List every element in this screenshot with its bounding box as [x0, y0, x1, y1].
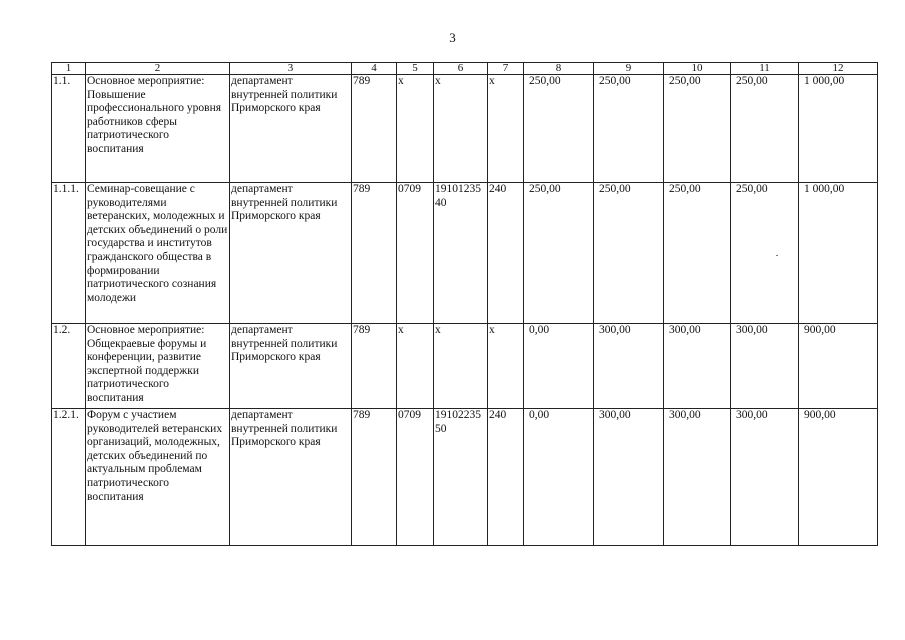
column-header: 3: [230, 63, 352, 75]
total-cell: 900,00: [799, 324, 878, 409]
amount-cell: 300,00: [731, 409, 799, 546]
amount-cell: 250,00: [731, 75, 799, 183]
responsible-executor: департамент внутренней политики Приморского края: [230, 183, 352, 324]
amount-cell: 300,00: [664, 409, 731, 546]
column-header: 9: [594, 63, 664, 75]
budget-table: [51, 62, 878, 546]
amount-cell: 250,00: [664, 183, 731, 324]
amount-cell: 300,00: [664, 324, 731, 409]
responsible-executor: департамент внутренней политики Приморского края: [230, 409, 352, 546]
row-number: 1.1.: [52, 75, 86, 183]
code-cell: х: [488, 324, 524, 409]
column-header: 2: [86, 63, 230, 75]
amount-cell: 250,00: [664, 75, 731, 183]
table-row: [52, 75, 878, 183]
code-cell: х: [397, 324, 434, 409]
amount-cell: 300,00: [594, 324, 664, 409]
code-cell: 240: [488, 409, 524, 546]
amount-cell: 300,00: [731, 324, 799, 409]
activity-name: Основное мероприятие: Повышение профессионального уровня работников сферы патриотического воспитания: [86, 75, 230, 183]
responsible-executor: департамент внутренней политики Приморского края: [230, 75, 352, 183]
column-header: 11: [731, 63, 799, 75]
scan-speck: [776, 255, 778, 256]
column-header: 1: [52, 63, 86, 75]
column-header: 12: [799, 63, 878, 75]
activity-name: Семинар-совещание с руководителями ветеранских, молодежных и детских объединений о роли государства и институтов гражданского общества в формировании патриотического сознания молодежи: [86, 183, 230, 324]
code-cell: 789: [352, 409, 397, 546]
code-cell: 789: [352, 183, 397, 324]
column-header: 4: [352, 63, 397, 75]
amount-cell: 250,00: [594, 183, 664, 324]
table-row: [52, 183, 878, 324]
code-cell: 0709: [397, 183, 434, 324]
code-cell: х: [434, 324, 488, 409]
responsible-executor: департамент внутренней политики Приморского края: [230, 324, 352, 409]
code-cell: 0709: [397, 409, 434, 546]
column-header: 8: [524, 63, 594, 75]
amount-cell: 250,00: [524, 183, 594, 324]
total-cell: 1 000,00: [799, 183, 878, 324]
code-cell: х: [488, 75, 524, 183]
row-number: 1.2.: [52, 324, 86, 409]
code-cell: 789: [352, 324, 397, 409]
amount-cell: 250,00: [731, 183, 799, 324]
activity-name: Основное мероприятие: Общекраевые форумы и конференции, развитие экспертной поддержки патриотического воспитания: [86, 324, 230, 409]
activity-name: Форум с участием руководителей ветеранских организаций, молодежных, детских объединений по актуальным проблемам патриотического воспитания: [86, 409, 230, 546]
table-row: [52, 324, 878, 409]
code-cell: х: [434, 75, 488, 183]
page-number: 3: [449, 30, 456, 45]
code-cell: 789: [352, 75, 397, 183]
amount-cell: 250,00: [594, 75, 664, 183]
column-header: 10: [664, 63, 731, 75]
code-cell: 1910223550: [434, 409, 488, 546]
total-cell: 1 000,00: [799, 75, 878, 183]
column-header: 5: [397, 63, 434, 75]
code-cell: 1910123540: [434, 183, 488, 324]
column-header: 6: [434, 63, 488, 75]
amount-cell: 250,00: [524, 75, 594, 183]
total-cell: 900,00: [799, 409, 878, 546]
code-cell: 240: [488, 183, 524, 324]
column-header: 7: [488, 63, 524, 75]
amount-cell: 0,00: [524, 324, 594, 409]
table-row: [52, 409, 878, 546]
code-cell: х: [397, 75, 434, 183]
row-number: 1.1.1.: [52, 183, 86, 324]
amount-cell: 300,00: [594, 409, 664, 546]
amount-cell: 0,00: [524, 409, 594, 546]
row-number: 1.2.1.: [52, 409, 86, 546]
table-header-row: [52, 63, 878, 75]
